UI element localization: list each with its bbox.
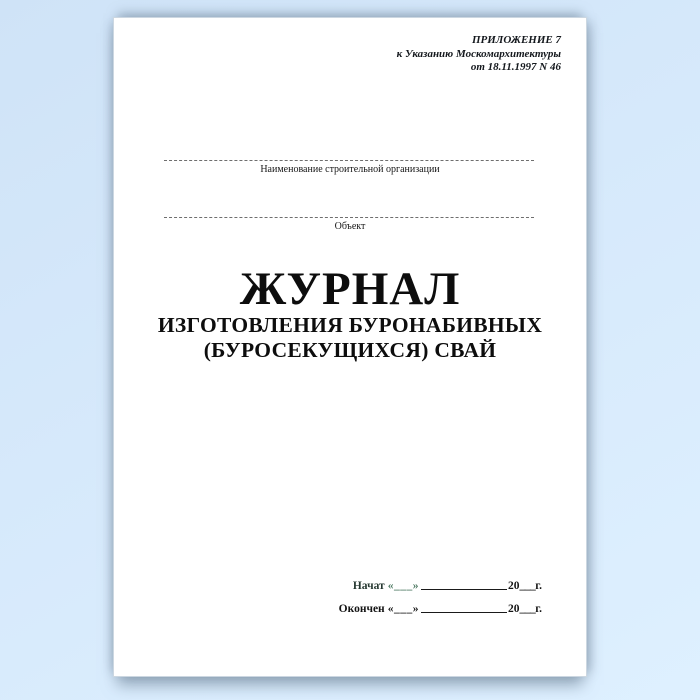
finished-fill-line (421, 601, 507, 613)
started-year-prefix: 20 (507, 580, 520, 592)
appendix-line-3: от 18.11.1997 N 46 (470, 61, 561, 73)
document-cover-page (113, 17, 587, 677)
started-day-blank: «___» (387, 580, 419, 592)
organization-blank-line (164, 160, 534, 161)
finished-year-blank: ___ (519, 603, 536, 615)
finished-label: Окончен (338, 603, 385, 615)
finished-year-suffix: г. (535, 603, 542, 615)
journal-subtitle-line-1: ИЗГОТОВЛЕНИЯ БУРОНАБИВНЫХ (157, 313, 543, 337)
dates-block (335, 578, 542, 624)
appendix-line-2: к Указанию Москомархитектуры (396, 47, 561, 60)
started-year-suffix: г. (535, 580, 542, 592)
object-caption: Объект (334, 221, 366, 232)
finished-day-blank: «___» (387, 603, 419, 615)
journal-subtitle-line-2: (БУРОСЕКУЩИХСЯ) СВАЙ (203, 338, 497, 362)
finished-year-prefix: 20 (507, 603, 520, 615)
date-row-started (335, 578, 542, 592)
started-fill-line (421, 578, 507, 590)
journal-title: ЖУРНАЛ (239, 263, 461, 315)
appendix-line-1: ПРИЛОЖЕНИЕ 7 (471, 34, 561, 46)
appendix-header (397, 34, 561, 75)
organization-caption: Наименование строительной организации (260, 164, 440, 175)
started-year-blank: ___ (519, 580, 536, 592)
object-blank-line (164, 217, 534, 218)
started-label: Начат (352, 580, 385, 592)
date-row-finished (335, 601, 542, 615)
